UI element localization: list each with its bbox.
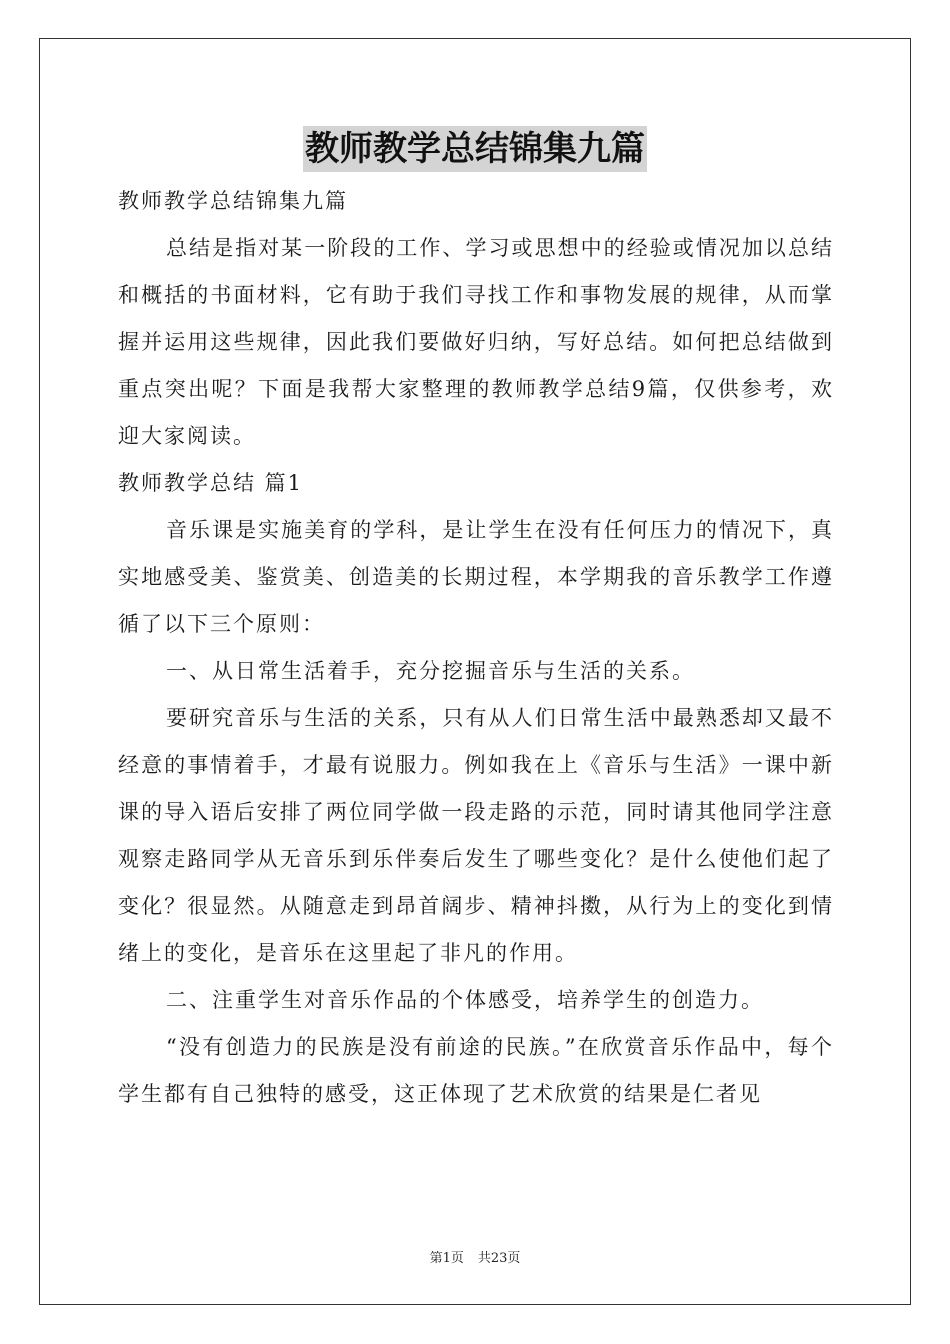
paragraph: “没有创造力的民族是没有前途的民族。”在欣赏音乐作品中，每个学生都有自己独特的感受，这正体现了艺术欣赏的结果是仁者见 (118, 1035, 834, 1106)
title-container (0, 126, 950, 172)
section-heading: 教师教学总结 篇1 (118, 471, 304, 495)
page-number: 第1页 (429, 1251, 464, 1266)
paragraph-principle-2: 二、注重学生对音乐作品的个体感受，培养学生的创造力。 (166, 988, 764, 1012)
document-body (118, 178, 834, 1118)
page-footer (0, 1247, 950, 1266)
page-total: 共23页 (477, 1251, 521, 1266)
paragraph-principle-1: 一、从日常生活着手，充分挖掘音乐与生活的关系。 (166, 659, 695, 683)
paragraph: 要研究音乐与生活的关系，只有从人们日常生活中最熟悉却又最不经意的事情着手，才最有说服力。例如我在上《音乐与生活》一课中新课的导入语后安排了两位同学做一段走路的示范，同时请其他同学注意观察走路同学从无音乐到乐伴奏后发生了哪些变化？是什么使他们起了变化？很显然。从随意走到昂首阔步、精神抖擞，从行为上的变化到情绪上的变化，是音乐在这里起了非凡的作用。 (118, 706, 834, 965)
paragraph-subtitle: 教师教学总结锦集九篇 (118, 189, 348, 213)
paragraph: 音乐课是实施美育的学科，是让学生在没有任何压力的情况下，真实地感受美、鉴赏美、创造美的长期过程，本学期我的音乐教学工作遵循了以下三个原则： (118, 518, 834, 636)
document-title: 教师教学总结锦集九篇 (303, 126, 647, 172)
paragraph-intro: 总结是指对某一阶段的工作、学习或思想中的经验或情况加以总结和概括的书面材料，它有助于我们寻找工作和事物发展的规律，从而掌握并运用这些规律，因此我们要做好归纳，写好总结。如何把总结做到重点突出呢？下面是我帮大家整理的教师教学总结9篇，仅供参考，欢迎大家阅读。 (118, 236, 834, 448)
